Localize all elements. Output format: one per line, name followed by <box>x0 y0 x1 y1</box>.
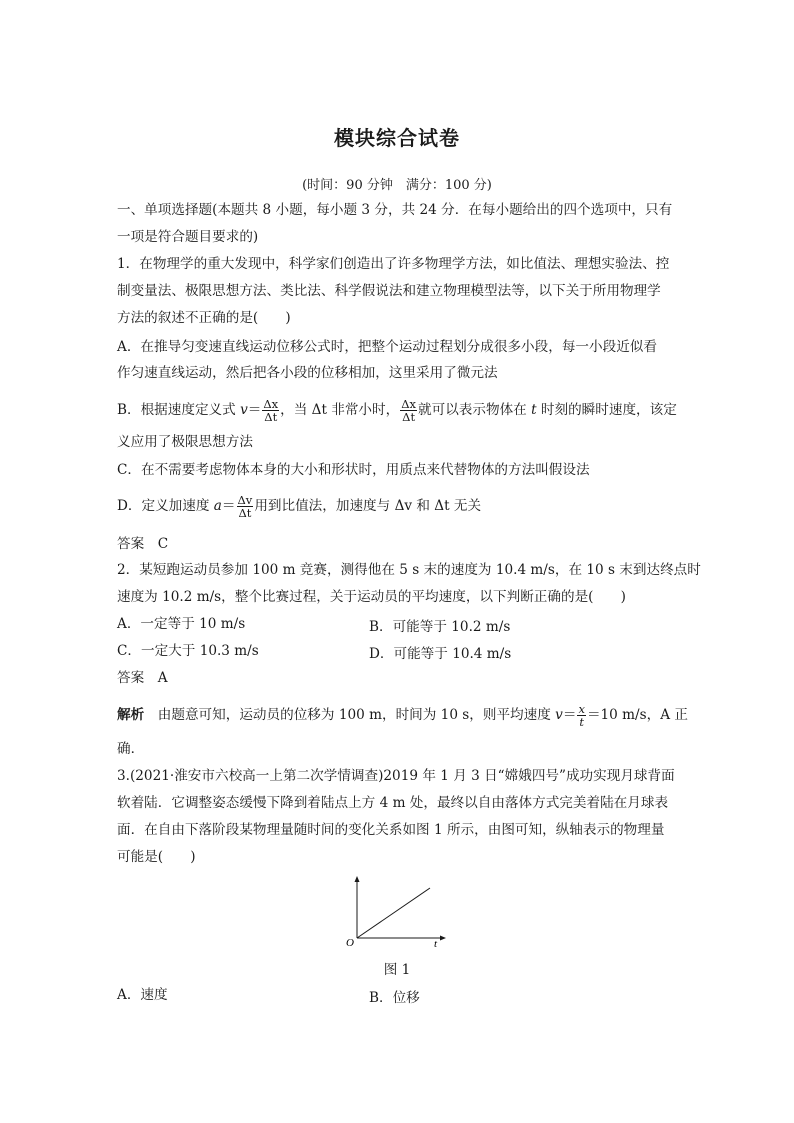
fraction-denominator-d: Δt <box>238 506 252 520</box>
q3-option-a: A．速度 <box>117 987 168 1003</box>
fraction-numerator: Δx <box>263 397 279 411</box>
section-heading-line1: 一、单项选择题(本题共 8 小题，每小题 3 分，共 24 分．在每小题给出的四个选项中，只有 <box>117 202 673 218</box>
fraction-denominator: Δt <box>264 410 278 424</box>
q3-stem-line2: 软着陆．它调整姿态缓慢下降到着陆点上方 4 m 处，最终以自由落体方式完美着陆在月球表 <box>117 795 669 811</box>
section-heading-line2: 一项是符合题目要求的) <box>117 229 259 245</box>
q2-stem-line2: 速度为 10.2 m/s，整个比赛过程，关于运动员的平均速度，以下判断正确的是( ) <box>117 589 626 605</box>
q1-stem-line2: 制变量法、极限思想方法、类比法、科学假说法和建立物理模型法等，以下关于所用物理学 <box>117 283 661 299</box>
origin-label: O <box>346 937 354 949</box>
page-title: 模块综合试卷 <box>334 126 460 150</box>
q1-option-b-middle: ，当 Δt 非常小时， <box>280 402 400 418</box>
q3-stem-line1: 3.(2021·淮安市六校高一上第二次学情调查)2019 年 1 月 3 日“嫦娥四号”成功实现月球背面 <box>117 768 675 784</box>
analysis-equals: ＝ <box>562 707 577 723</box>
q1-option-a-line1: A．在推导匀变速直线运动位移公式时，把整个运动过程划分成很多小段，每一小段近似看 <box>117 339 657 355</box>
fraction-denominator-t: t <box>579 715 584 729</box>
avg-velocity-symbol: v <box>555 707 563 723</box>
q2-analysis-line2: 确． <box>117 741 145 757</box>
q1-answer: 答案 C <box>117 536 169 552</box>
equals-sign: ＝ <box>247 402 262 418</box>
q2-option-b: B．可能等于 10.2 m/s <box>369 619 511 635</box>
x-axis-arrow <box>440 936 446 941</box>
fraction-denominator-2: Δt <box>402 410 416 424</box>
proportional-line <box>357 888 430 938</box>
fraction-numerator-d: Δv <box>237 493 253 507</box>
q2-analysis-line1 <box>117 703 688 728</box>
velocity-symbol: v <box>240 402 248 418</box>
q2-stem-line1: 2．某短跑运动员参加 100 m 竞赛，测得他在 5 s 末的速度为 10.4 m/s，在 10 s 末到达终点时 <box>117 562 701 578</box>
q2-answer: 答案 A <box>117 670 168 686</box>
q1-option-b-post: 就可以表示物体在 <box>418 402 532 418</box>
q2-option-d: D．可能等于 10.4 m/s <box>369 646 512 662</box>
q1-stem-line1: 1．在物理学的重大发现中，科学家们创造出了许多物理学方法，如比值法、理想实验法、控 <box>117 256 670 272</box>
figure-caption: 图 1 <box>383 962 411 978</box>
x-over-t-fraction <box>577 703 586 728</box>
q2-option-c: C．一定大于 10.3 m/s <box>117 643 259 659</box>
q1-option-c: C．在不需要考虑物体本身的大小和形状时，用质点来代替物体的方法叫假设法 <box>117 462 590 478</box>
fraction-numerator-x: x <box>578 702 585 716</box>
q1-option-b-end: 时刻的瞬时速度，该定 <box>536 402 677 418</box>
q1-option-d-post: 用到比值法，加速度与 Δv 和 Δt 无关 <box>254 498 482 514</box>
figure-1-graph <box>340 876 460 951</box>
q3-stem-line3: 面．在自由下落阶段某物理量随时间的变化关系如图 1 所示，由图可知，纵轴表示的物理量 <box>117 822 665 838</box>
time-symbol: t <box>531 402 537 418</box>
analysis-result: ＝10 m/s，A 正 <box>586 707 688 723</box>
q2-option-a: A．一定等于 10 m/s <box>117 616 246 632</box>
q1-option-a-line2: 作匀速直线运动，然后把各小段的位移相加，这里采用了微元法 <box>117 365 498 381</box>
delta-x-over-delta-t-fraction-2 <box>400 398 417 423</box>
q3-option-b: B．位移 <box>369 990 420 1006</box>
delta-x-over-delta-t-fraction <box>262 398 279 423</box>
fraction-numerator-2: Δx <box>401 397 417 411</box>
q1-option-d <box>117 494 481 519</box>
analysis-text: 由题意可知，运动员的位移为 100 m，时间为 10 s，则平均速度 <box>144 707 556 723</box>
q1-option-b-line2: 义应用了极限思想方法 <box>117 434 253 450</box>
delta-v-over-delta-t-fraction <box>237 494 254 519</box>
y-axis-arrow <box>355 876 360 882</box>
linear-graph <box>340 876 460 951</box>
x-axis-label: t <box>434 938 438 950</box>
acceleration-symbol: a <box>213 498 222 514</box>
q1-option-b-prefix: B．根据速度定义式 <box>117 402 241 418</box>
q3-stem-line4: 可能是( ) <box>117 849 196 865</box>
q1-option-b-line1 <box>117 398 677 423</box>
analysis-label: 解析 <box>117 707 145 723</box>
q1-stem-line3: 方法的叙述不正确的是( ) <box>117 310 291 326</box>
exam-time-score: (时间：90 分钟 满分：100 分) <box>302 178 492 193</box>
q1-option-d-prefix: D．定义加速度 <box>117 498 214 514</box>
equals-sign-d: ＝ <box>221 498 236 514</box>
